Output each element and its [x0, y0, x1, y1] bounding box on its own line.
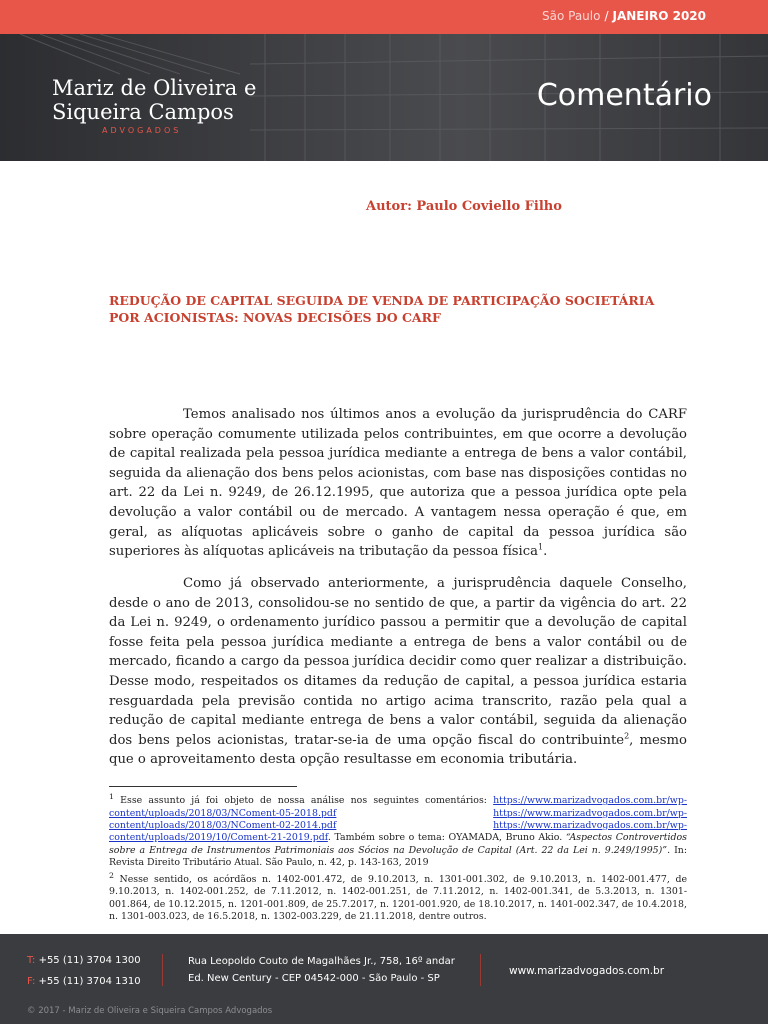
footnote-2 [109, 870, 687, 924]
footer-fax [27, 976, 141, 987]
logo-subtitle: ADVOGADOS [102, 126, 182, 135]
footer-website-link[interactable]: www.marizadvogados.com.br [509, 965, 665, 977]
footnote-1-link-1[interactable]: https://www.marizadvogados.com.br/wp-content/uploads/2018/03/NComent-05-2018.pdf [109, 795, 687, 819]
paragraph-2-text: Como já observado anteriormente, a jurisprudência daquele Conselho, desde o ano de 2013, consolidou-se no sentido de que, a partir da vigência do art. 22 da Lei n. 9249, o ordenamento jurídico passou a permitir que a devolução de capital fosse feita pela pessoa jurídica mediante a entrega de bens a valor contábil ou de mercado, ficando a cargo da pessoa jurídica decidir como quer realizar a distribuição. Desse modo, respeitados os ditames da redução de capital, a pessoa jurídica estaria resguardada pela previsão contida no artigo acima transcrito, razão pela qual a redução de capital mediante entrega de bens a valor contábil, seguida da alienação dos bens pelos acionistas, tratar-se-ia de uma opção fiscal do contribuinte [109, 576, 687, 748]
footnote-1-text: . Também sobre o tema: OYAMADA, Bruno Akio. [327, 832, 566, 844]
paragraph-1-text: Temos analisado nos últimos anos a evolução da jurisprudência do CARF sobre operação comumente utilizada pelos contribuintes, em que ocorre a devolução de capital realizada pela pessoa jurídica mediante a entrega de bens a valor contábil, seguida da alienação dos bens pelos acionistas, com base nas disposições contidas no art. 22 da Lei n. 9249, de 26.12.1995, que autoriza que a pessoa jurídica opte pela devolução a valor contábil ou de mercado. A vantagem nessa operação é que, em geral, as alíquotas aplicáveis sobre o ganho de capital da pessoa jurídica são superiores às alíquotas aplicáveis na tributação da pessoa física [109, 407, 687, 560]
footer-address-line-1: Rua Leopoldo Couto de Magalhães Jr., 758, 16º andar [188, 956, 455, 967]
footnote-1 [109, 791, 687, 870]
footnote-1-link-3[interactable]: https://www.marizadvogados.com.br/wp-content/uploads/2019/10/Coment-21-2019.pdf [109, 819, 687, 844]
footnote-2-mark: 2 [109, 870, 114, 880]
footnote-ref-2[interactable]: 2 [624, 731, 630, 741]
fax-label: F: [27, 976, 36, 987]
footnote-divider [109, 786, 297, 787]
footnote-2-text: Nesse sentido, os acórdãos n. 1402-001.472, de 9.10.2013, n. 1301-001.302, de 9.10.2013, n. 1402-001.477, de 9.10.2013, n. 1402-001.252, de 7.11.2012, n. 1402-001.251, de 7.11.2012, n. 1402-001.341, de 5.3.2013, n. 1301-001.864, de 10.12.2015, n. 1201-001.809, de 25.7.2017, n. 1201-001.920, de 18.10.2017, n. 1401-002.347, de 10.4.2018, n. 1301-003.023, de 16.5.2018, n. 1302-003.229, de 21.11.2018, dentre outros. [109, 873, 687, 922]
footnote-1-mark: 1 [109, 792, 114, 801]
footnote-ref-1[interactable]: 1 [538, 542, 544, 552]
issue-city: São Paulo [542, 9, 601, 23]
page-header [0, 34, 768, 161]
phone-label: T: [27, 955, 36, 966]
footnote-1-intro: Esse assunto já foi objeto de nossa análise nos seguintes comentários: [113, 795, 494, 807]
footer-divider-1 [162, 954, 163, 986]
footnote-1-citation-title: “Aspectos Controvertidos sobre a Entrega de Instrumentos Patrimoniais aos Sócios na Devolução de Capital (Art. 22 da Lei n. 9.249/1995)” [109, 832, 687, 856]
paragraph-2-end: , mesmo que o aproveitamento desta opção resultasse em economia tributária. [109, 732, 687, 768]
date-separator: / [604, 9, 609, 23]
footnote-1-source: . In: Revista Direito Tributário Atual. São Paulo, n. 42, p. 143-163, 2019 [109, 844, 687, 869]
page-headline: Comentário [536, 78, 712, 113]
issue-month: JANEIRO 2020 [612, 9, 706, 23]
phone-number[interactable]: +55 (11) 3704 1300 [35, 955, 141, 966]
footer-copyright: © 2017 - Mariz de Oliveira e Siqueira Campos Advogados [27, 1006, 273, 1016]
paragraph-2 [109, 574, 687, 770]
footer-divider-2 [480, 954, 481, 986]
footer-address-line-2: Ed. New Century - CEP 04542-000 - São Paulo - SP [188, 973, 440, 984]
top-accent-bar [0, 0, 768, 34]
footer-phone [27, 955, 141, 966]
fax-number: +55 (11) 3704 1310 [35, 976, 141, 987]
logo-line-1: Mariz de Oliveira e [52, 76, 257, 100]
footnotes [109, 791, 687, 923]
issue-date [542, 9, 706, 23]
page-footer [0, 934, 768, 1024]
article-author: Autor: Paulo Coviello Filho [366, 199, 562, 214]
article-title: REDUÇÃO DE CAPITAL SEGUIDA DE VENDA DE PARTICIPAÇÃO SOCIETÁRIA POR ACIONISTAS: NOVAS DECISÕES DO CARF [109, 293, 655, 325]
paragraph-1 [109, 405, 687, 562]
logo-line-2: Siqueira Campos [52, 100, 234, 124]
paragraph-1-end: . [543, 544, 548, 560]
footnote-1-link-2[interactable]: https://www.marizadvogados.com.br/wp-content/uploads/2018/03/NComent-02-2014.pdf [109, 807, 687, 831]
